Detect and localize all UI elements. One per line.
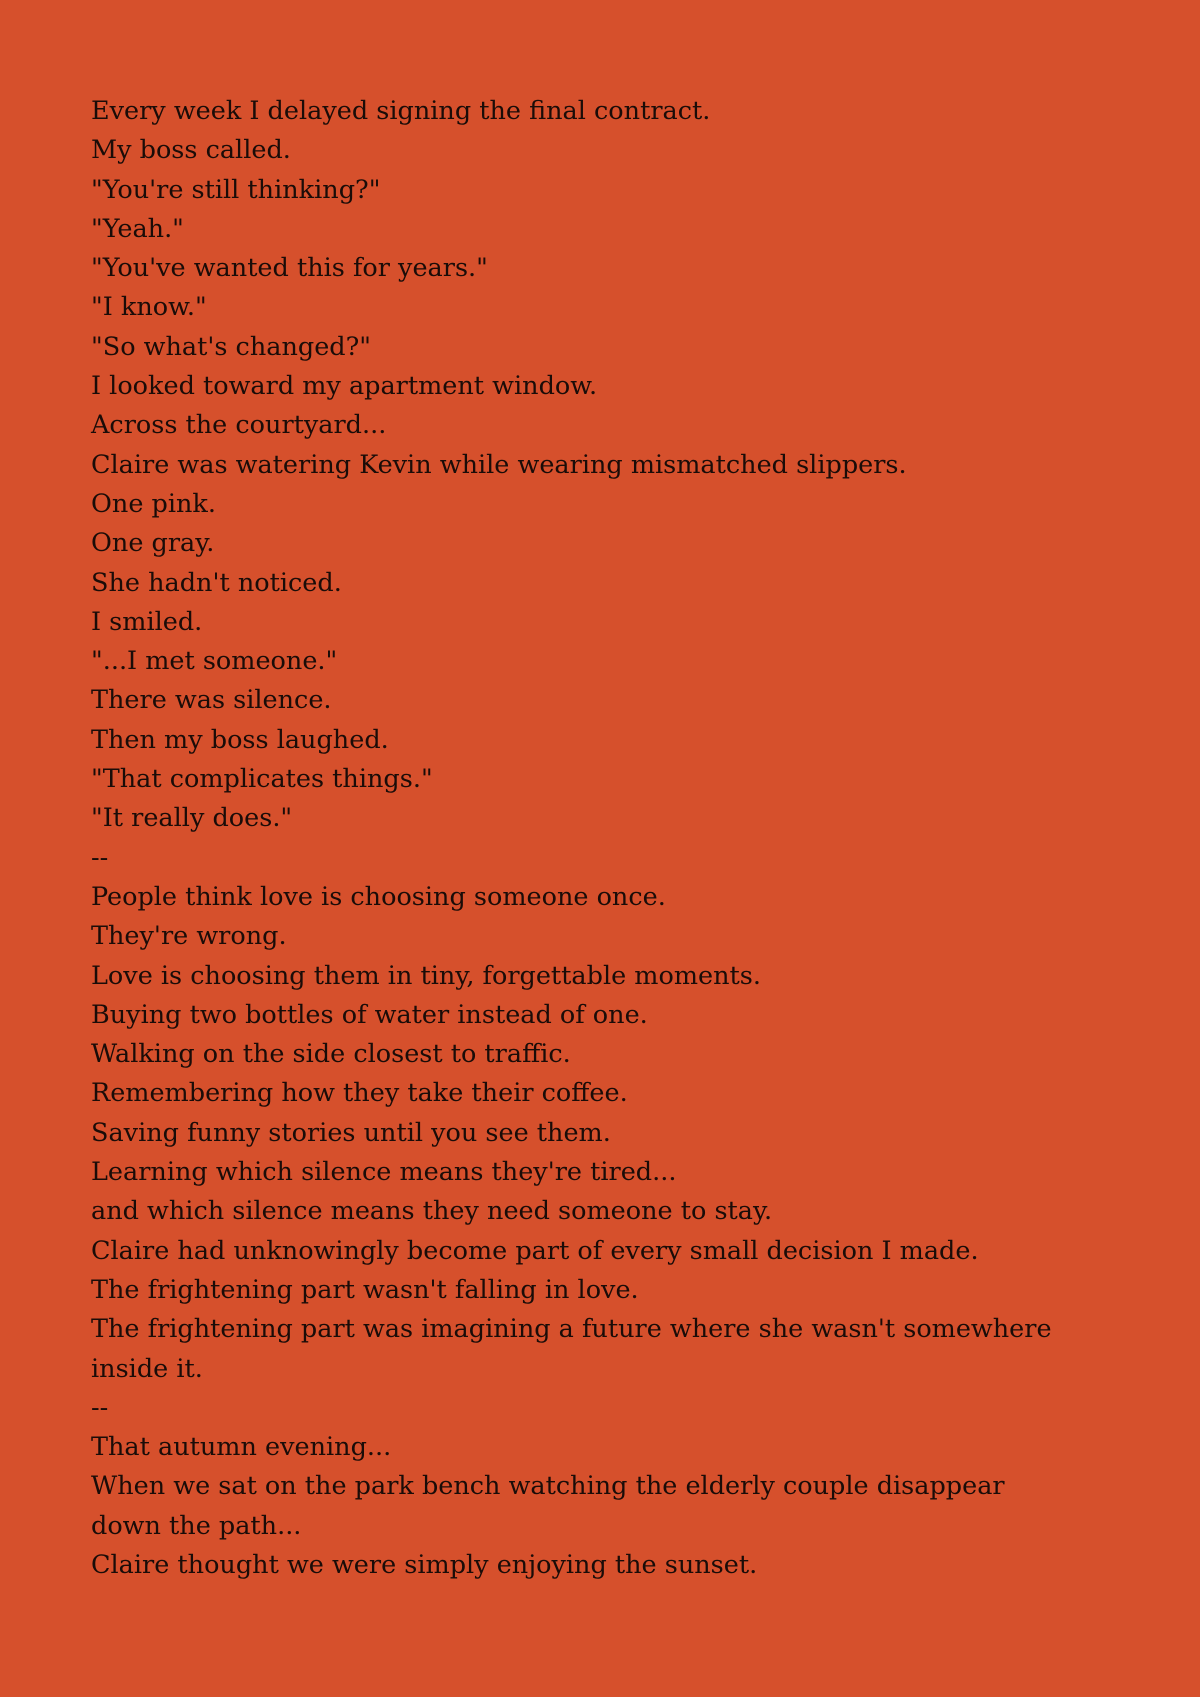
text-line: There was silence. xyxy=(91,685,332,716)
text-line: The frightening part was imagining a future where she wasn't somewhere xyxy=(91,1314,1052,1345)
text-line: When we sat on the park bench watching the elderly couple disappear xyxy=(91,1471,1005,1502)
text-line: "You've wanted this for years." xyxy=(91,253,488,284)
text-line: "You're still thinking?" xyxy=(91,174,381,205)
text-line: "Yeah." xyxy=(91,213,184,244)
text-line: That autumn evening... xyxy=(91,1432,392,1463)
text-line: inside it. xyxy=(91,1353,203,1384)
text-line: and which silence means they need someone to stay. xyxy=(91,1196,773,1227)
text-line: Every week I delayed signing the final contract. xyxy=(91,96,711,126)
text-line: Learning which silence means they're tired... xyxy=(91,1157,677,1188)
text-line: They're wrong. xyxy=(91,921,287,952)
text-line: One gray. xyxy=(91,528,215,559)
text-line: Then my boss laughed. xyxy=(91,724,389,755)
text-line: Buying two bottles of water instead of one. xyxy=(91,999,648,1030)
story-text xyxy=(91,92,1131,1585)
text-line: Walking on the side closest to traffic. xyxy=(91,1039,571,1070)
text-line: down the path... xyxy=(91,1510,302,1541)
text-line: Claire thought we were simply enjoying the sunset. xyxy=(91,1549,758,1580)
text-line: "It really does." xyxy=(91,803,293,834)
text-line: Saving funny stories until you see them. xyxy=(91,1117,611,1148)
text-line: One pink. xyxy=(91,488,216,519)
section-divider: -- xyxy=(91,842,109,873)
text-line: Claire was watering Kevin while wearing mismatched slippers. xyxy=(91,449,907,480)
text-line: "That complicates things." xyxy=(91,764,433,795)
section-divider: -- xyxy=(91,1392,109,1423)
text-line: "...I met someone." xyxy=(91,646,338,677)
text-line: I looked toward my apartment window. xyxy=(91,371,598,402)
text-line: Remembering how they take their coffee. xyxy=(91,1078,628,1109)
text-line: Love is choosing them in tiny, forgettable moments. xyxy=(91,960,761,991)
text-line: Claire had unknowingly become part of every small decision I made. xyxy=(91,1235,979,1266)
text-line: People think love is choosing someone once. xyxy=(91,881,666,912)
text-line: She hadn't noticed. xyxy=(91,567,342,598)
text-line: I smiled. xyxy=(91,606,203,637)
text-line: "I know." xyxy=(91,292,207,323)
text-line: "So what's changed?" xyxy=(91,331,372,362)
text-line: The frightening part wasn't falling in love. xyxy=(91,1274,639,1305)
text-line: My boss called. xyxy=(91,135,291,166)
text-line: Across the courtyard... xyxy=(91,410,387,441)
